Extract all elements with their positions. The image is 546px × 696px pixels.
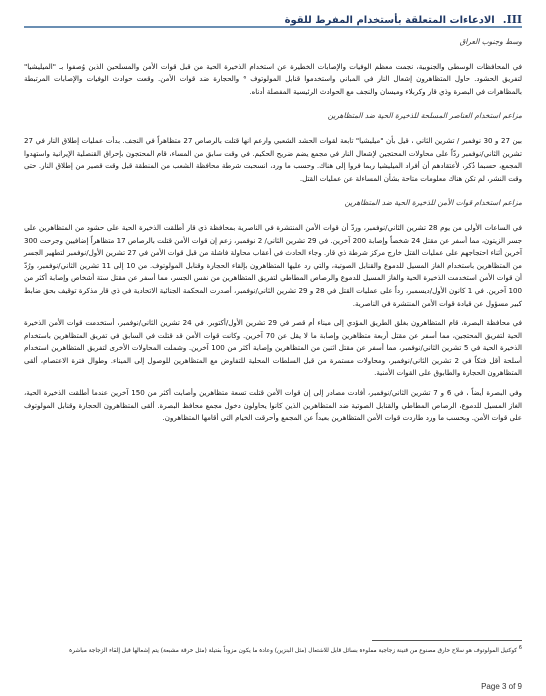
- subheading-central-south-iraq: وسط وجنوب العراق: [459, 37, 522, 46]
- footnote: [24, 644, 522, 656]
- document-body: [24, 36, 522, 432]
- subheading-armed-elements: مزاعم استخدام العناصر المسلحة للذخيرة الحية ضد المتظاهرين: [327, 111, 522, 121]
- paragraph: في محافظة البصرة، قام المتظاهرون بغلق الطريق المؤدي إلى ميناء أم قصر في 29 تشرين الأول/أكتوبر. في 24 تشرين الثاني/نوفمبر، أستخدمت قوات الأمن الذخيرة الحية لتفريق المحتجين، مما أسفر عن مقتل أربعة متظاهرين وإصابة ما لا يقل عن 70 آخرين. وكانت قوات الأمن قد قتلت في السابق في تفريق المتظاهرين باستخدام الذخيرة الحية في 5 تشرين الثاني/نوفمبر، مما أسفر عن مقتل اثنين من المتظاهرين وإصابة أكثر من 100 آخرين. وشملت المحاولات الأخرى لتفريق المتظاهرين استخدام أسلحة أقل فتكاً في 2 تشرين الثاني/نوفمبر، ومحاولات مستمرة من قبل السلطات المحلية للتفاوض مع المتظاهرين للوصول إلى الميناء. وطوال فترة الاعتصام، ألقى المتظاهرون الحجارة والطابوق على القوات الأمنية.: [24, 318, 523, 378]
- paragraph: في الساعات الأولى من يوم 28 تشرين الثاني/نوفمبر، وردّ أن قوات الأمن المنتشرة في الناصرية بمحافظة ذي قار أطلقت الذخيرة الحية على حشود من المتظاهرين على جسر الزيتون، مما أسفر عن مقتل 24 شخصاً وإصابة 200 آخرين. في 29 تشرين الثاني/ 2 نوفمبر، زعم إن قوات الأمن قتلت بالرصاص 17 متظاهراً إضافيين وجرحت 300 آخرين أثناء احتجاجهم على عمليات القتل خارج مركز شرطة ذي قار. وجاء الحادث في أعقاب محاولة فاشلة من قبل قوات الأمن في 27 تشرين الأول/نوفمبر لتطهير الجسر من المتظاهرين باستخدام الغاز المسيل للدموع والقنابل الصوتية، والتي رد عليها المتظاهرون بإلقاء الحجارة وقنابل المولوتوف. من 10 إلى 11 تشرين الثاني/نوفمبر، ورُدّ أن قوات الأمن استخدمت الذخيرة الحية والغاز المسيل للدموع والرصاص المطاطي لتفريق المتظاهرين من نفس الجسر، مما أسفر عن مقتل ستة أشخاص وإصابة أكثر من 100 آخرين. في 1 كانون الأول/ديسمبر، رداً على عمليات القتل في 28 و 29 تشرين الثاني/نوفمبر، أصدرت المحكمة الجنائية الاتحادية في ذي قار مذكرة توقيف بحق ضابط كبير مسؤول عن قيادة قوات الأمن المنتشرة في الناصرية.: [24, 222, 522, 308]
- section-number: III.: [502, 13, 522, 26]
- paragraph: في المحافظات الوسطى والجنوبية، نجمت معظم الوفيات والإصابات الخطيرة عن استخدام الذخيرة الحية من قبل قوات الأمن والمسلحين الذين وُصفوا بـ "الميليشيا" لتفريق الحشود. حاول المتظاهرون إشعال النار في المباني واستخدموا قنابل المولوتوف ⁶ والحجارة ضد قوات الأمن. وقعت حوادث الوفيات والإصابات المرتبطة بالمظاهرات في البصرة وذي قار وكربلاء وميسان والنجف مع الحوادث الرئيسية المفصلة أدناه.: [24, 61, 523, 96]
- footnote-marker: 6: [518, 646, 522, 651]
- footnote-text: كوكتيل المولوتوف هو سلاح حارق مصنوع من قنينة زجاجية مملوءة بسائل قابل للاشتعال (مثل البنزين) وعادة ما يكون مزوداً بفتيلة (مثل خرقة مشبعة) يتم إشعالها قبل إلقاء الزجاجة مباشرة: [69, 647, 518, 654]
- paragraph: وفي البصرة أيضاً ، في 6 و 7 تشرين الثاني/نوفمبر، أفادت مصادر إلى إن قوات الأمن قتلت تسعة متظاهرين وأصابت أكثر من 150 آخرين عندما أطلقت الذخيرة الحية، الغاز المسيل للدموع، الرصاص المطاطي والقنابل الصوتية ضد المتظاهرين الذين كانوا يحاولون دخول مجمع محافظ البصرة. ألقى المتظاهرون الحجارة وقنابل المولوتوف على قوات الأمن. وبحسب ما ورد طاردت قوات الأمن المتظاهرين بعيداً عن المجمع وأحرقت الخيام التي أقامها المتظاهرون.: [24, 388, 522, 423]
- subheading-security-forces: مزاعم استخدام قوات الأمن للذخيرة الحية ضد المتظاهرين: [344, 198, 522, 208]
- section-title: الادعاءات المتعلقة بأستخدام المفرط للقوة: [284, 15, 495, 26]
- page-number: Page 3 of 9: [481, 682, 522, 691]
- paragraph: بين 27 و 30 نوفمبر / تشرين الثاني ، قيل بأن "ميليشيا" تابعة لقوات الحشد الشعبي وارعم انها قتلت بالرصاص 27 متظاهراً في النجف. بدأت عمليات إطلاق النار في 27 تشرين الثاني/نوفمبر ردّاً على محاولات المحتجين لإشعال النار في مجمع يضم ضريح الحكيم. في وقت سابق من المساء، قام المحتجون بإحراق القنصلية الإيرانية واستهدوا المجمع، حسبما ذُكر، لأعتقادهم أن أفراد الميليشيا ربما فروا إلى هناك. وحسب ما ورد، انسحبت شرطة محافظة الشعب من المنطقة قبل وقت قصير من إطلاق النار. حتى وقت النشر، لم تكن هناك معلومات متاحة بشأن المساءلة عن عمليات القتل.: [24, 135, 523, 183]
- footnote-divider: [372, 640, 522, 641]
- section-header: [24, 6, 522, 28]
